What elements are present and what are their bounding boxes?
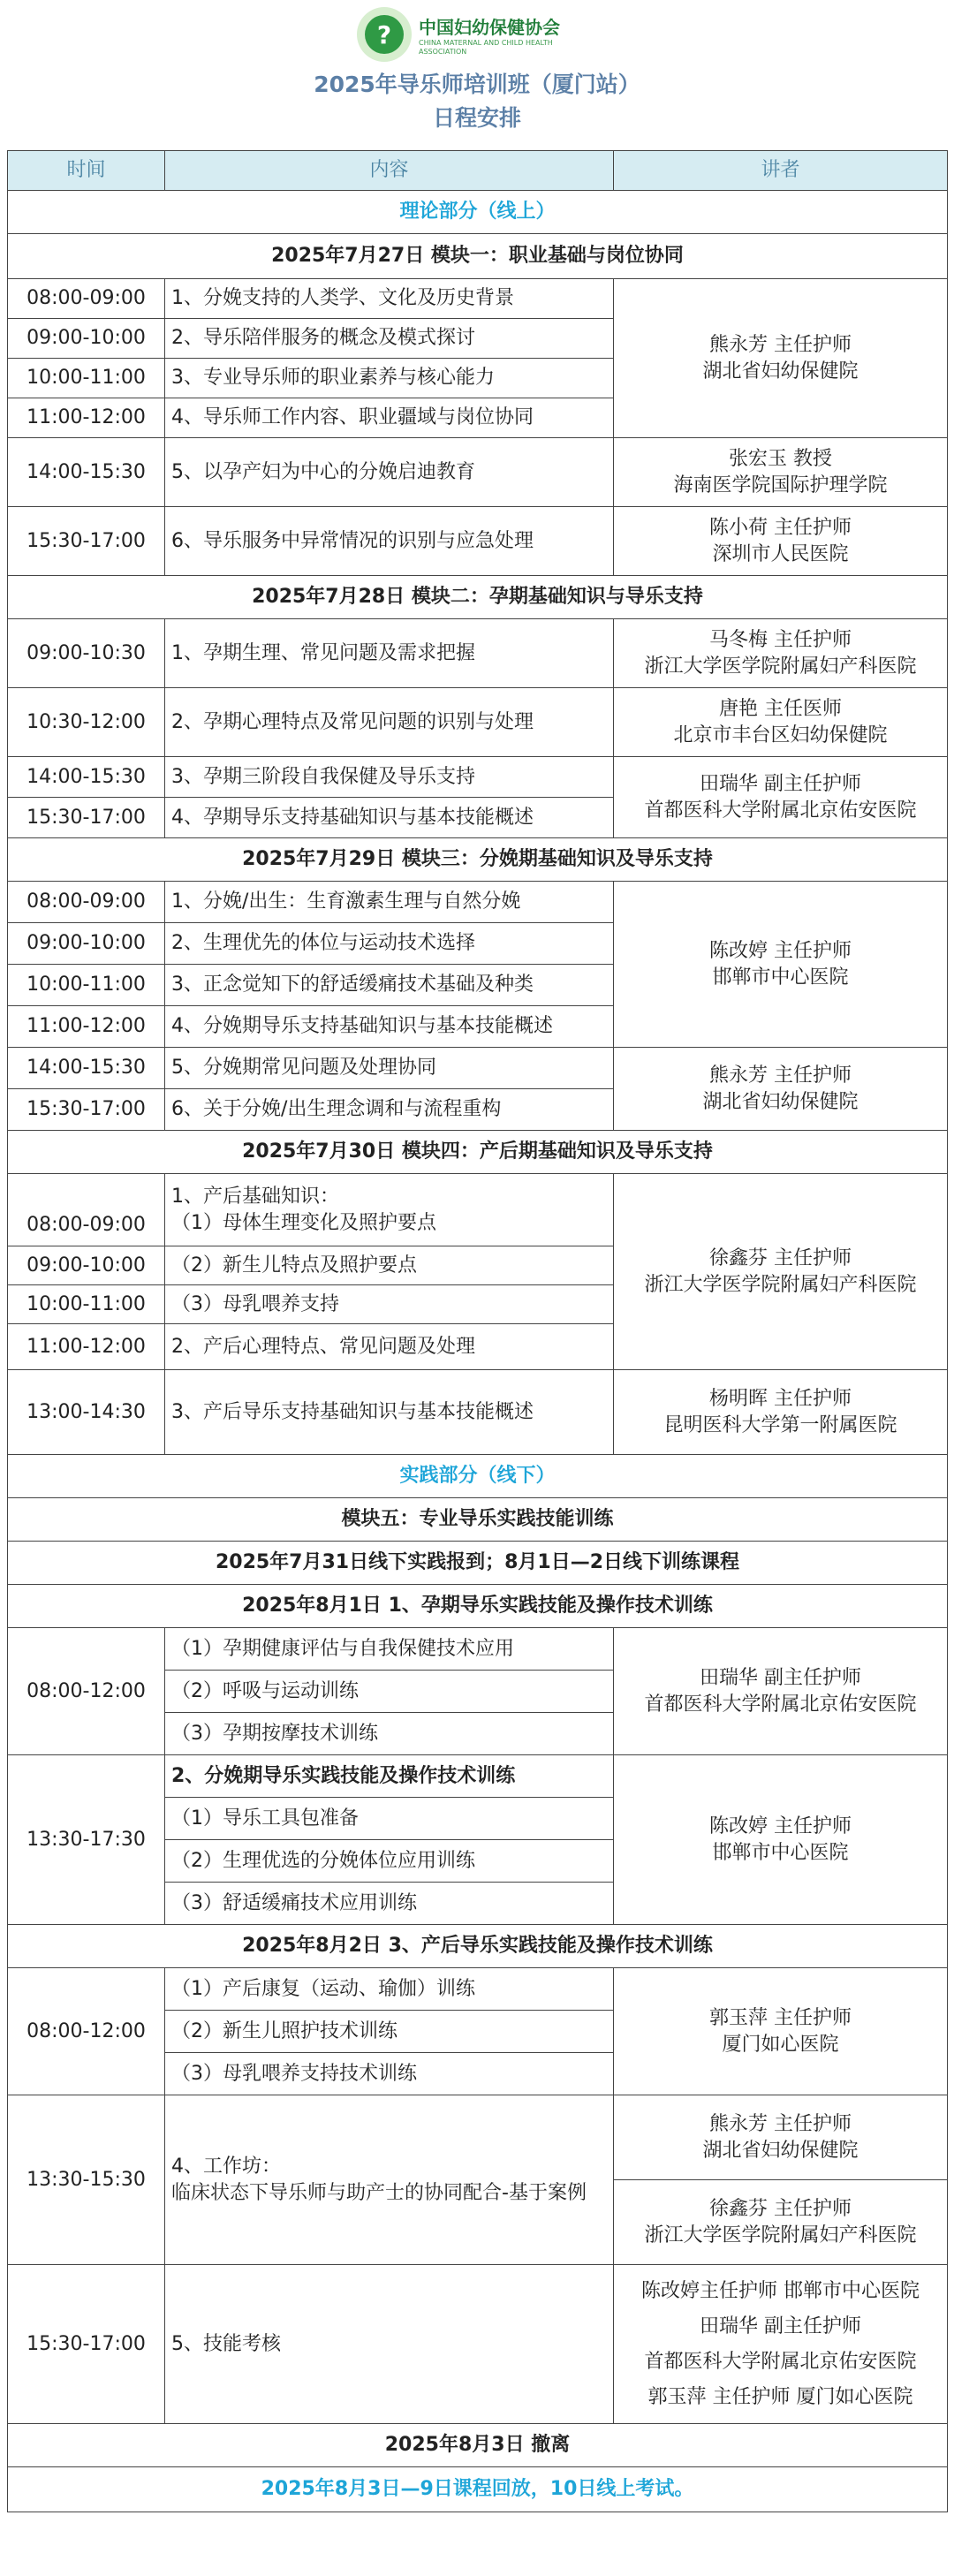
time-cell: 13:30-15:30 <box>8 2095 165 2265</box>
content-cell: （3）舒适缓痛技术应用训练 <box>165 1883 614 1925</box>
time-cell: 10:00-11:00 <box>8 359 165 398</box>
content-cell: 5、以孕产妇为中心的分娩启迪教育 <box>165 438 614 507</box>
speaker-cell: 田瑞华 副主任护师 首都医科大学附属北京佑安医院 <box>614 757 948 838</box>
time-cell: 09:00-10:30 <box>8 619 165 688</box>
time-cell: 09:00-10:00 <box>8 923 165 965</box>
time-cell: 08:00-12:00 <box>8 1628 165 1755</box>
speaker-cell: 熊永芳 主任护师 湖北省妇幼保健院 <box>614 2095 948 2180</box>
content-cell: 1、孕期生理、常见问题及需求把握 <box>165 619 614 688</box>
table-row <box>8 882 948 923</box>
speaker-cell: 陈改婷主任护师 邯郸市中心医院 田瑞华 副主任护师 首都医科大学附属北京佑安医院 郭玉萍 主任护师 厦门如心医院 <box>614 2265 948 2424</box>
table-row <box>8 438 948 507</box>
content-cell: 2、产后心理特点、常见问题及处理 <box>165 1324 614 1370</box>
content-cell: （3）孕期按摩技术训练 <box>165 1713 614 1755</box>
schedule-table <box>7 150 948 2512</box>
content-cell: 1、分娩支持的人类学、文化及历史背景 <box>165 279 614 319</box>
column-header-time: 时间 <box>8 151 165 191</box>
table-row <box>8 1968 948 2011</box>
speaker-cell: 马冬梅 主任护师 浙江大学医学院附属妇产科医院 <box>614 619 948 688</box>
section-title: 实践部分（线下） <box>8 1455 948 1498</box>
time-cell: 15:30-17:00 <box>8 1089 165 1131</box>
day-title: 2025年8月2日 3、产后导乐实践技能及操作技术训练 <box>8 1925 948 1968</box>
table-row <box>8 1628 948 1671</box>
replay-note: 2025年8月3日—9日课程回放，10日线上考试。 <box>8 2467 948 2512</box>
table-row <box>8 1048 948 1089</box>
time-cell: 14:00-15:30 <box>8 757 165 798</box>
content-cell: 4、工作坊： 临床状态下导乐师与助产士的协同配合-基于案例 <box>165 2095 614 2265</box>
speaker-cell: 陈改婷 主任护师 邯郸市中心医院 <box>614 1755 948 1925</box>
table-row <box>8 2265 948 2424</box>
content-cell: 2、导乐陪伴服务的概念及模式探讨 <box>165 319 614 359</box>
schedule-note: 2025年7月31日线下实践报到；8月1日—2日线下训练课程 <box>8 1542 948 1585</box>
time-cell: 15:30-17:00 <box>8 798 165 838</box>
module-title: 模块五：专业导乐实践技能训练 <box>8 1498 948 1542</box>
content-cell: （2）新生儿特点及照护要点 <box>165 1246 614 1285</box>
speaker-cell: 唐艳 主任医师 北京市丰台区妇幼保健院 <box>614 688 948 757</box>
org-name-en: CHINA MATERNAL AND CHILD HEALTH ASSOCIATION <box>419 38 553 56</box>
content-cell: 3、正念觉知下的舒适缓痛技术基础及种类 <box>165 965 614 1006</box>
time-cell: 09:00-10:00 <box>8 1246 165 1285</box>
speaker-cell: 陈小荷 主任护师 深圳市人民医院 <box>614 507 948 576</box>
page-title: 2025年导乐师培训班（厦门站） <box>314 72 640 97</box>
departure-note: 2025年8月3日 撤离 <box>8 2424 948 2467</box>
time-cell: 08:00-09:00 <box>8 882 165 923</box>
column-header-content: 内容 <box>165 151 614 191</box>
content-cell: 4、导乐师工作内容、职业疆域与岗位协同 <box>165 398 614 438</box>
time-cell: 14:00-15:30 <box>8 1048 165 1089</box>
content-cell: 4、分娩期导乐支持基础知识与基本技能概述 <box>165 1006 614 1048</box>
content-cell: （1）产后康复（运动、瑜伽）训练 <box>165 1968 614 2011</box>
content-cell: （1）孕期健康评估与自我保健技术应用 <box>165 1628 614 1671</box>
time-cell: 09:00-10:00 <box>8 319 165 359</box>
table-row <box>8 619 948 688</box>
table-row <box>8 2095 948 2180</box>
content-cell: （3）母乳喂养支持技术训练 <box>165 2053 614 2095</box>
speaker-cell: 张宏玉 教授 海南医学院国际护理学院 <box>614 438 948 507</box>
speaker-cell: 徐鑫芬 主任护师 浙江大学医学院附属妇产科医院 <box>614 1174 948 1370</box>
time-cell: 13:30-17:30 <box>8 1755 165 1925</box>
time-cell: 08:00-12:00 <box>8 1968 165 2095</box>
content-cell: 6、导乐服务中异常情况的识别与应急处理 <box>165 507 614 576</box>
table-row <box>8 688 948 757</box>
speaker-cell: 陈改婷 主任护师 邯郸市中心医院 <box>614 882 948 1048</box>
time-cell: 11:00-12:00 <box>8 1006 165 1048</box>
day-title: 2025年7月30日 模块四：产后期基础知识及导乐支持 <box>8 1131 948 1174</box>
content-cell: （2）呼吸与运动训练 <box>165 1671 614 1713</box>
content-cell: 4、孕期导乐支持基础知识与基本技能概述 <box>165 798 614 838</box>
schedule-sheet <box>7 150 947 2569</box>
content-cell: 2、分娩期导乐实践技能及操作技术训练 <box>165 1755 614 1798</box>
speaker-cell: 杨明晖 主任护师 昆明医科大学第一附属医院 <box>614 1370 948 1455</box>
association-logo <box>357 7 560 62</box>
table-row <box>8 1755 948 1798</box>
speaker-cell: 熊永芳 主任护师 湖北省妇幼保健院 <box>614 279 948 438</box>
content-cell: 6、关于分娩/出生理念调和与流程重构 <box>165 1089 614 1131</box>
content-cell: 5、技能考核 <box>165 2265 614 2424</box>
table-row <box>8 1174 948 1246</box>
day-title: 2025年7月29日 模块三：分娩期基础知识及导乐支持 <box>8 838 948 882</box>
time-cell: 15:30-17:00 <box>8 2265 165 2424</box>
content-cell: 1、产后基础知识： （1）母体生理变化及照护要点 <box>165 1174 614 1246</box>
content-cell: 5、分娩期常见问题及处理协同 <box>165 1048 614 1089</box>
table-row <box>8 757 948 798</box>
logo-icon: ? <box>357 7 412 62</box>
content-cell: 3、专业导乐师的职业素养与核心能力 <box>165 359 614 398</box>
day-title: 2025年8月1日 1、孕期导乐实践技能及操作技术训练 <box>8 1585 948 1628</box>
time-cell: 08:00-09:00 <box>8 1174 165 1246</box>
time-cell: 14:00-15:30 <box>8 438 165 507</box>
speaker-cell: 熊永芳 主任护师 湖北省妇幼保健院 <box>614 1048 948 1131</box>
time-cell: 13:00-14:30 <box>8 1370 165 1455</box>
content-cell: （3）母乳喂养支持 <box>165 1285 614 1324</box>
content-cell: 3、产后导乐支持基础知识与基本技能概述 <box>165 1370 614 1455</box>
content-cell: （2）生理优选的分娩体位应用训练 <box>165 1840 614 1883</box>
header <box>0 0 954 148</box>
table-row <box>8 1370 948 1455</box>
table-row <box>8 507 948 576</box>
time-cell: 10:00-11:00 <box>8 965 165 1006</box>
column-header-speaker: 讲者 <box>614 151 948 191</box>
time-cell: 11:00-12:00 <box>8 1324 165 1370</box>
content-cell: （1）导乐工具包准备 <box>165 1798 614 1840</box>
day-title: 2025年7月28日 模块二：孕期基础知识与导乐支持 <box>8 576 948 619</box>
speaker-cell: 郭玉萍 主任护师 厦门如心医院 <box>614 1968 948 2095</box>
content-cell: 3、孕期三阶段自我保健及导乐支持 <box>165 757 614 798</box>
day-title: 2025年7月27日 模块一：职业基础与岗位协同 <box>8 234 948 279</box>
content-cell: 1、分娩/出生：生育激素生理与自然分娩 <box>165 882 614 923</box>
page-subtitle: 日程安排 <box>432 105 521 131</box>
time-cell: 15:30-17:00 <box>8 507 165 576</box>
time-cell: 08:00-09:00 <box>8 279 165 319</box>
speaker-cell: 田瑞华 副主任护师 首都医科大学附属北京佑安医院 <box>614 1628 948 1755</box>
table-header <box>8 151 948 191</box>
content-cell: 2、孕期心理特点及常见问题的识别与处理 <box>165 688 614 757</box>
table-row <box>8 279 948 319</box>
content-cell: （2）新生儿照护技术训练 <box>165 2011 614 2053</box>
time-cell: 10:00-11:00 <box>8 1285 165 1324</box>
content-cell: 2、生理优先的体位与运动技术选择 <box>165 923 614 965</box>
time-cell: 10:30-12:00 <box>8 688 165 757</box>
org-name-cn: 中国妇幼保健协会 <box>419 16 560 38</box>
speaker-cell: 徐鑫芬 主任护师 浙江大学医学院附属妇产科医院 <box>614 2180 948 2265</box>
time-cell: 11:00-12:00 <box>8 398 165 438</box>
section-title: 理论部分（线上） <box>8 191 948 234</box>
